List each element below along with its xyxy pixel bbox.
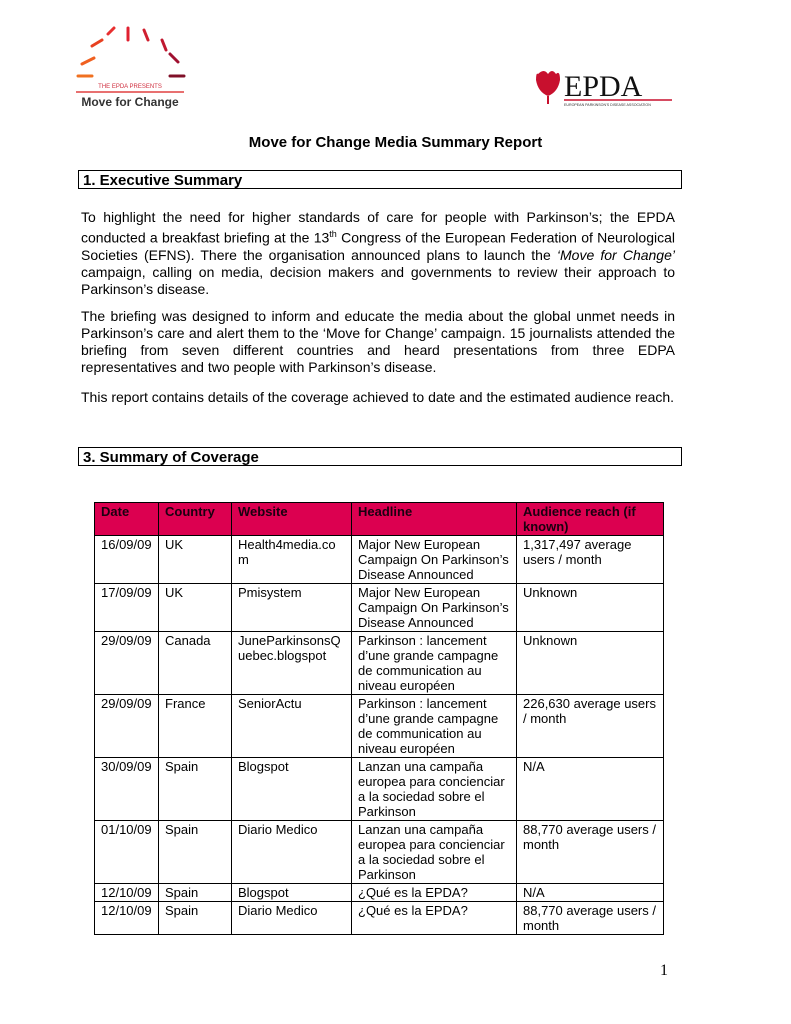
cell-headline: ¿Qué es la EPDA? [352,884,517,902]
cell-country: France [159,695,232,758]
cell-audience-reach: 1,317,497 average users / month [517,536,664,584]
header-audience-reach: Audience reach (if known) [517,503,664,536]
cell-headline: Major New European Campaign On Parkinson’s Disease Announced [352,584,517,632]
move-for-change-logo [70,24,190,114]
cell-date: 12/10/09 [95,902,159,935]
cell-website: Health4media.co m [232,536,352,584]
cell-country: Spain [159,821,232,884]
cell-website: JuneParkinsonsQ uebec.blogspot [232,632,352,695]
section-heading-summary-of-coverage: 3. Summary of Coverage [78,447,682,466]
table-row [95,632,664,695]
cell-country: UK [159,584,232,632]
svg-text:THE EPDA PRESENTS: THE EPDA PRESENTS [98,84,162,90]
table-row [95,902,664,935]
svg-text:EPDA: EPDA [564,70,643,103]
cell-audience-reach: N/A [517,884,664,902]
coverage-table [94,502,664,935]
cell-audience-reach: 88,770 average users / month [517,902,664,935]
svg-text:EUROPEAN PARKINSON'S DISEASE A: EUROPEAN PARKINSON'S DISEASE ASSOCIATION [564,103,651,107]
cell-headline: Parkinson : lancement d’une grande campagne de communication au niveau européen [352,632,517,695]
section-heading-executive-summary: 1. Executive Summary [78,170,682,189]
cell-website: Pmisystem [232,584,352,632]
table-header-row [95,503,664,536]
cell-date: 16/09/09 [95,536,159,584]
paragraph-report: This report contains details of the coverage achieved to date and the estimated audience reach. [81,389,675,405]
header-date: Date [95,503,159,536]
cell-website: Diario Medico [232,821,352,884]
cell-audience-reach: Unknown [517,584,664,632]
table-row [95,695,664,758]
cell-date: 29/09/09 [95,695,159,758]
cell-headline: Lanzan una campaña europea para concienciar a la sociedad sobre el Parkinson [352,758,517,821]
cell-headline: ¿Qué es la EPDA? [352,902,517,935]
cell-headline: Lanzan una campaña europea para concienciar a la sociedad sobre el Parkinson [352,821,517,884]
cell-audience-reach: 88,770 average users / month [517,821,664,884]
svg-text:Move for Change: Move for Change [81,95,179,109]
cell-date: 30/09/09 [95,758,159,821]
cell-headline: Parkinson : lancement d’une grande campagne de communication au niveau européen [352,695,517,758]
header-website: Website [232,503,352,536]
table-row [95,821,664,884]
cell-date: 17/09/09 [95,584,159,632]
cell-date: 01/10/09 [95,821,159,884]
page-title: Move for Change Media Summary Report [248,134,543,151]
cell-date: 29/09/09 [95,632,159,695]
cell-country: Spain [159,884,232,902]
table-row [95,536,664,584]
table-row [95,884,664,902]
cell-website: Blogspot [232,758,352,821]
cell-website: SeniorActu [232,695,352,758]
page-number: 1 [660,962,668,979]
cell-audience-reach: N/A [517,758,664,821]
cell-audience-reach: 226,630 average users / month [517,695,664,758]
cell-country: Canada [159,632,232,695]
paragraph-briefing: The briefing was designed to inform and educate the media about the global unmet needs in Parkinson’s care and alert them to the ‘Move for Change’ campaign. 15 journalists attended the briefing from seven different countries and heard presentations from three EDPA representatives and two people with Parkinson’s disease. [81,308,675,375]
cell-headline: Major New European Campaign On Parkinson’s Disease Announced [352,536,517,584]
cell-website: Blogspot [232,884,352,902]
cell-date: 12/10/09 [95,884,159,902]
epda-logo [534,66,674,110]
header-country: Country [159,503,232,536]
paragraph-intro: To highlight the need for higher standards of care for people with Parkinson’s; the EPDA conducted a breakfast briefing at the 13th Congress of the European Federation of Neurological Societies (EFNS). There the organisation announced plans to launch the ‘Move for Change’ campaign, calling on media, decision makers and governments to review their approach to Parkinson’s disease. [81,209,675,297]
header-headline: Headline [352,503,517,536]
cell-country: Spain [159,758,232,821]
table-row [95,584,664,632]
cell-country: UK [159,536,232,584]
cell-website: Diario Medico [232,902,352,935]
cell-audience-reach: Unknown [517,632,664,695]
table-row [95,758,664,821]
cell-country: Spain [159,902,232,935]
